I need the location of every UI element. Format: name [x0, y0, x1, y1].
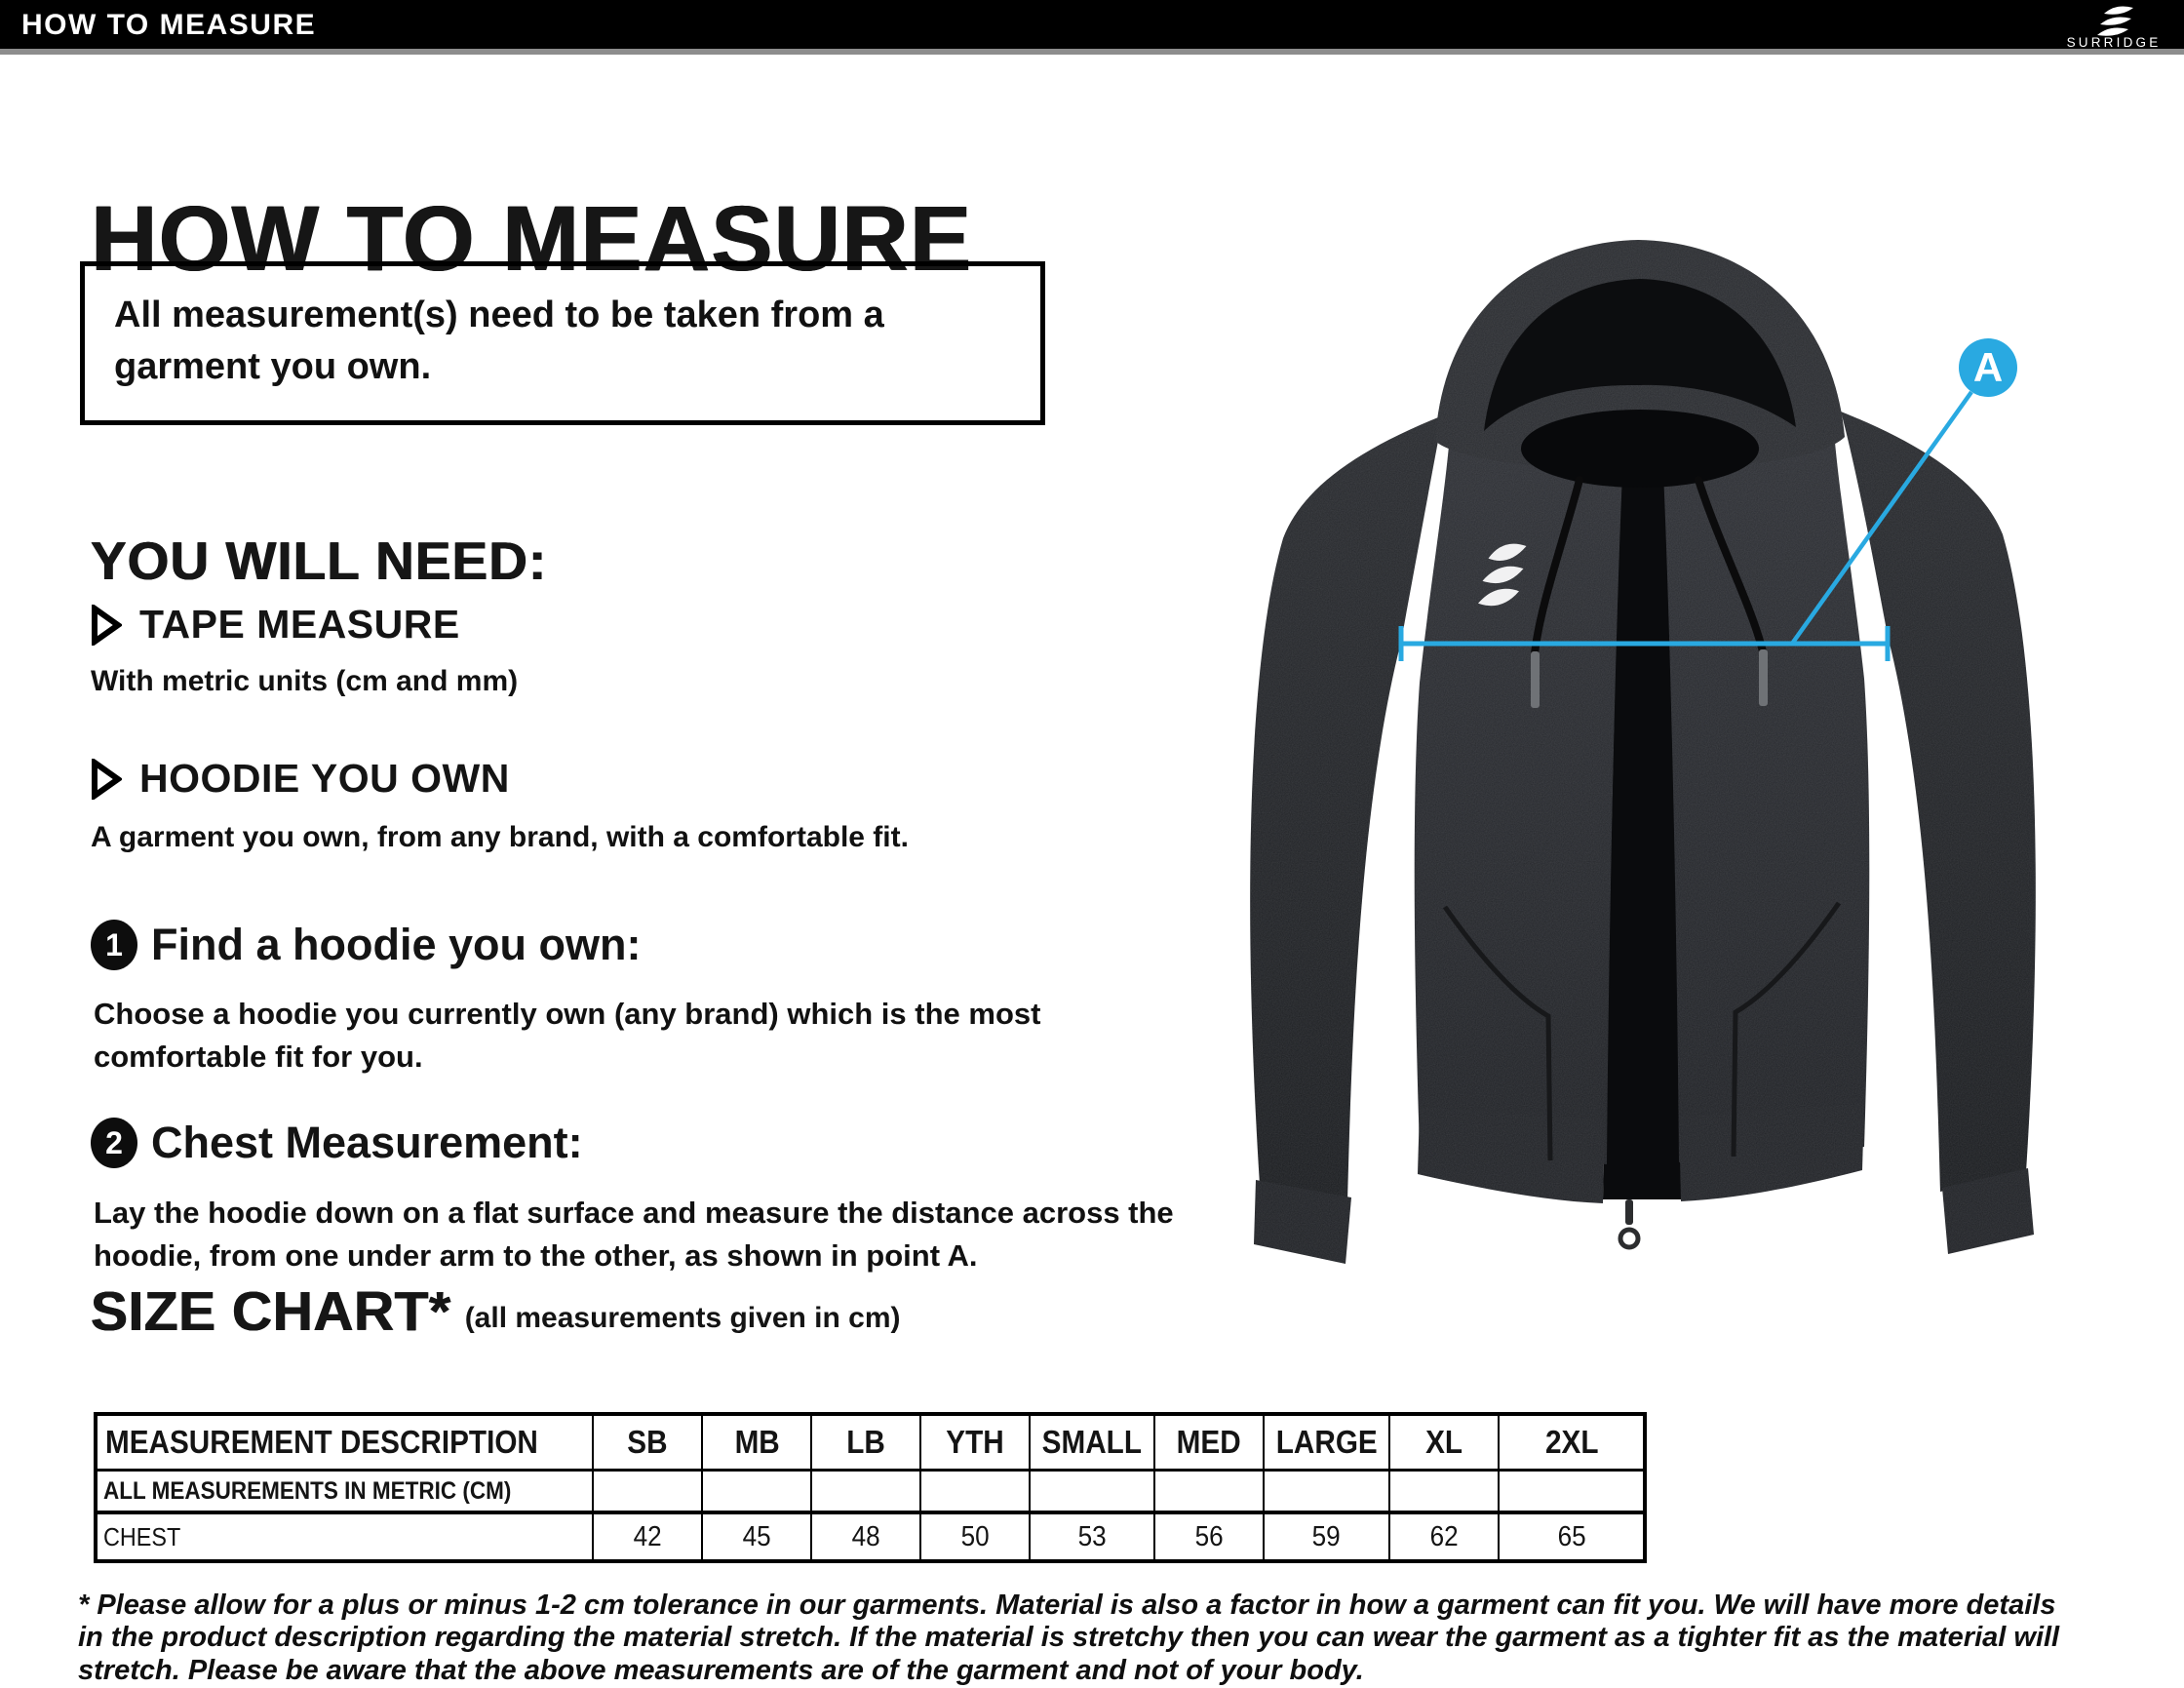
- notice-box: [80, 261, 1045, 425]
- chest-value: 56: [1154, 1512, 1264, 1561]
- step-2-title: Chest Measurement:: [151, 1118, 583, 1167]
- need-item-tape-measure: [91, 602, 460, 648]
- row-label: ALL MEASUREMENTS IN METRIC (CM): [96, 1471, 593, 1513]
- size-chart-title: SIZE CHART*: [91, 1280, 451, 1343]
- need-item-label: TAPE MEASURE: [139, 602, 460, 647]
- column-header: 2XL: [1499, 1414, 1645, 1471]
- empty-cell: [1389, 1471, 1499, 1513]
- you-will-need-heading: YOU WILL NEED:: [91, 530, 548, 591]
- surridge-s-icon: [2097, 6, 2133, 35]
- neck-opening: [1521, 410, 1759, 488]
- size-chart-subtitle: (all measurements given in cm): [464, 1302, 901, 1334]
- column-header: XL: [1389, 1414, 1499, 1471]
- need-item-hoodie: [91, 756, 510, 802]
- column-header: YTH: [920, 1414, 1030, 1471]
- need-item-label: HOODIE YOU OWN: [139, 756, 510, 801]
- column-header: LARGE: [1264, 1414, 1390, 1471]
- need-item-description: With metric units (cm and mm): [91, 665, 519, 697]
- column-header: SB: [593, 1414, 702, 1471]
- empty-cell: [1154, 1471, 1264, 1513]
- step-2-header: [91, 1118, 583, 1168]
- drawcord-aglet-left: [1531, 651, 1540, 708]
- drawcord-aglet-right: [1759, 649, 1768, 706]
- table-row-metric-note: [96, 1471, 1645, 1513]
- triangle-bullet-icon: [91, 605, 122, 646]
- surridge-logo: [2044, 2, 2170, 49]
- empty-cell: [1264, 1471, 1390, 1513]
- column-header: MED: [1154, 1414, 1264, 1471]
- chest-value: 50: [920, 1512, 1030, 1561]
- chest-value: 65: [1499, 1512, 1645, 1561]
- tolerance-footnote: * Please allow for a plus or minus 1-2 cm tolerance in our garments. Material is also a factor in how a garment can fit you. We will have more details in the product description regarding the material stretch. If the material is stretchy then you can wear the garment as a tighter fit as the material will stretch. Please be aware that the above measurements are of the garment and not of your body.: [78, 1590, 2060, 1686]
- table-row-chest: [96, 1512, 1645, 1561]
- empty-cell: [702, 1471, 811, 1513]
- point-a-label: A: [1972, 344, 2004, 390]
- chest-value: 59: [1264, 1512, 1390, 1561]
- hoodie-illustration: [1121, 224, 2135, 1297]
- step-1-title: Find a hoodie you own:: [151, 920, 642, 969]
- column-header: MB: [702, 1414, 811, 1471]
- top-bar-divider: [0, 49, 2184, 55]
- row-label: CHEST: [96, 1512, 593, 1561]
- need-item-description: A garment you own, from any brand, with a comfortable fit.: [91, 821, 909, 853]
- column-header: SMALL: [1030, 1414, 1154, 1471]
- empty-cell: [1499, 1471, 1645, 1513]
- triangle-bullet-icon: [91, 759, 122, 800]
- step-1-number-badge: 1: [91, 920, 137, 970]
- column-header: LB: [811, 1414, 920, 1471]
- column-header: MEASUREMENT DESCRIPTION: [96, 1414, 593, 1471]
- step-1-description: Choose a hoodie you currently own (any brand) which is the most comfortable fit for you.: [94, 997, 1041, 1075]
- empty-cell: [1030, 1471, 1154, 1513]
- hoodie-measurement-diagram: [1121, 224, 2135, 1297]
- empty-cell: [593, 1471, 702, 1513]
- chest-value: 62: [1389, 1512, 1499, 1561]
- step-2-number-badge: 2: [91, 1118, 137, 1168]
- page-title: HOW TO MEASURE: [91, 186, 973, 291]
- chest-value: 45: [702, 1512, 811, 1561]
- size-chart-heading: [91, 1279, 901, 1344]
- notice-text: All measurement(s) need to be taken from a garment you own.: [114, 294, 884, 388]
- chest-value: 42: [593, 1512, 702, 1561]
- top-bar-title: HOW TO MEASURE: [21, 9, 317, 41]
- table-header-row: [96, 1414, 1645, 1471]
- top-bar: [0, 0, 2184, 49]
- size-chart-table: [94, 1412, 1647, 1563]
- step-2-description: Lay the hoodie down on a flat surface and measure the distance across the hoodie, from one under arm to the other, as shown in point A.: [94, 1196, 1174, 1274]
- surridge-wordmark: SURRIDGE: [2066, 35, 2162, 49]
- step-1-header: [91, 920, 641, 970]
- chest-value: 48: [811, 1512, 920, 1561]
- chest-value: 53: [1030, 1512, 1154, 1561]
- empty-cell: [811, 1471, 920, 1513]
- zipper-pull: [1625, 1199, 1633, 1225]
- empty-cell: [920, 1471, 1030, 1513]
